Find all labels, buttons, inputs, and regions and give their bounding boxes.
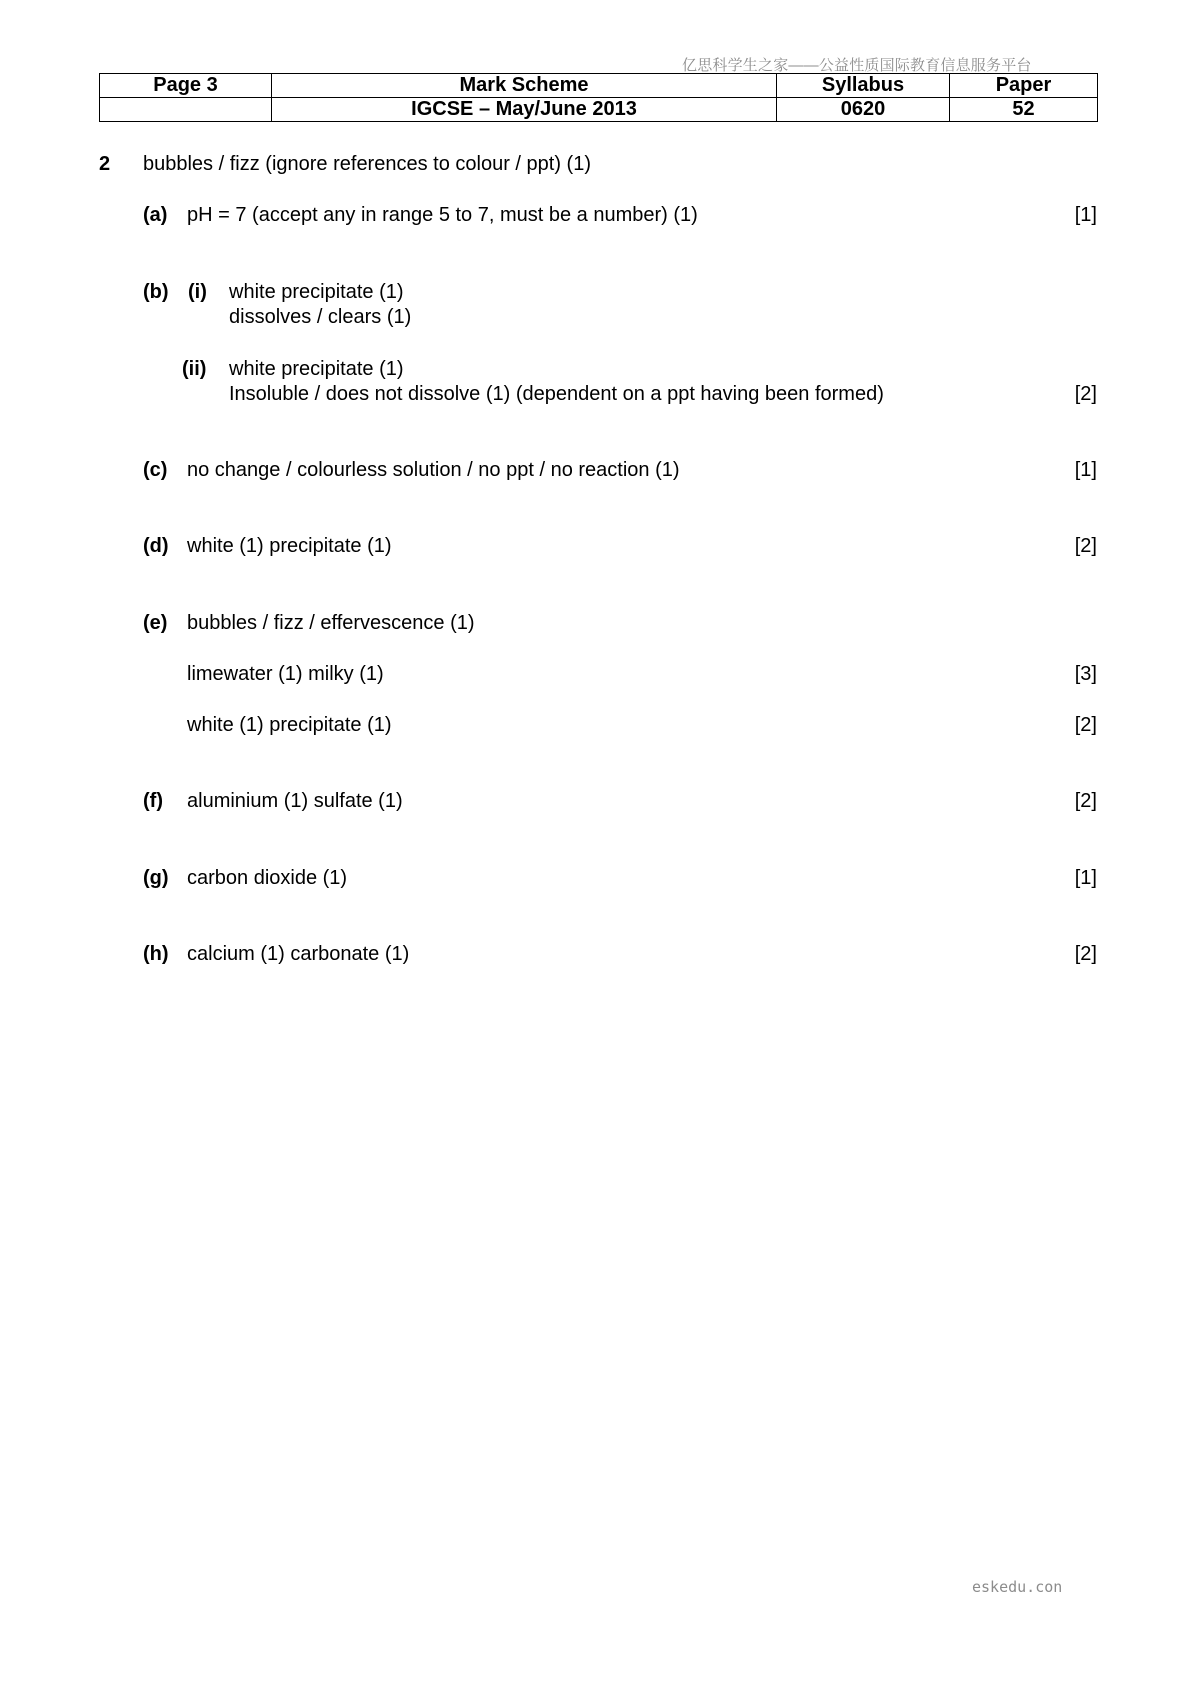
header-exam: IGCSE – May/June 2013	[272, 98, 777, 122]
part-e-label: (e)	[143, 612, 168, 634]
header-row-1	[100, 74, 1098, 98]
part-c-text: no change / colourless solution / no ppt / no reaction (1)	[187, 459, 680, 481]
part-h-mark: [2]	[1074, 943, 1097, 965]
part-a-mark: [1]	[1074, 204, 1097, 226]
header-syllabus-label: Syllabus	[777, 74, 950, 98]
header-row-2	[100, 98, 1098, 122]
part-h-text: calcium (1) carbonate (1)	[187, 943, 410, 965]
part-e-mark-2: [2]	[1074, 714, 1097, 736]
part-e-line2: limewater (1) milky (1)	[187, 663, 384, 685]
part-g-text: carbon dioxide (1)	[187, 867, 348, 889]
watermark-top: 亿思科学生之家——公益性质国际教育信息服务平台	[682, 57, 1032, 74]
header-page: Page 3	[100, 74, 272, 98]
part-b-ii-line1: white precipitate (1)	[229, 358, 404, 380]
part-a-label: (a)	[143, 204, 168, 226]
part-g-mark: [1]	[1074, 867, 1097, 889]
part-g-label: (g)	[143, 867, 169, 889]
part-d-text: white (1) precipitate (1)	[187, 535, 392, 557]
part-a-text: pH = 7 (accept any in range 5 to 7, must be a number) (1)	[187, 204, 698, 226]
header-empty-cell	[100, 98, 272, 122]
part-b-ii-label: (ii)	[182, 358, 207, 380]
part-e-line3: white (1) precipitate (1)	[187, 714, 392, 736]
part-h-label: (h)	[143, 943, 169, 965]
part-c-label: (c)	[143, 459, 168, 481]
part-f-mark: [2]	[1074, 790, 1097, 812]
header-paper-label: Paper	[950, 74, 1098, 98]
header-title: Mark Scheme	[272, 74, 777, 98]
part-d-label: (d)	[143, 535, 169, 557]
header-syllabus-code: 0620	[777, 98, 950, 122]
part-e-line1: bubbles / fizz / effervescence (1)	[187, 612, 475, 634]
question-number: 2	[99, 153, 111, 175]
part-f-text: aluminium (1) sulfate (1)	[187, 790, 403, 812]
header-table	[99, 73, 1098, 122]
part-b-i-label: (i)	[188, 281, 207, 303]
part-b-ii-line2: Insoluble / does not dissolve (1) (dependent on a ppt having been formed)	[229, 383, 884, 405]
part-b-i-line2: dissolves / clears (1)	[229, 306, 412, 328]
watermark-bottom: eskedu.con	[972, 1578, 1063, 1596]
part-e-mark-1: [3]	[1074, 663, 1097, 685]
part-c-mark: [1]	[1074, 459, 1097, 481]
part-b-i-line1: white precipitate (1)	[229, 281, 404, 303]
part-f-label: (f)	[143, 790, 163, 812]
part-b-label: (b)	[143, 281, 169, 303]
part-b-mark: [2]	[1074, 383, 1097, 405]
question-intro: bubbles / fizz (ignore references to colour / ppt) (1)	[143, 153, 591, 175]
part-d-mark: [2]	[1074, 535, 1097, 557]
header-paper-number: 52	[950, 98, 1098, 122]
